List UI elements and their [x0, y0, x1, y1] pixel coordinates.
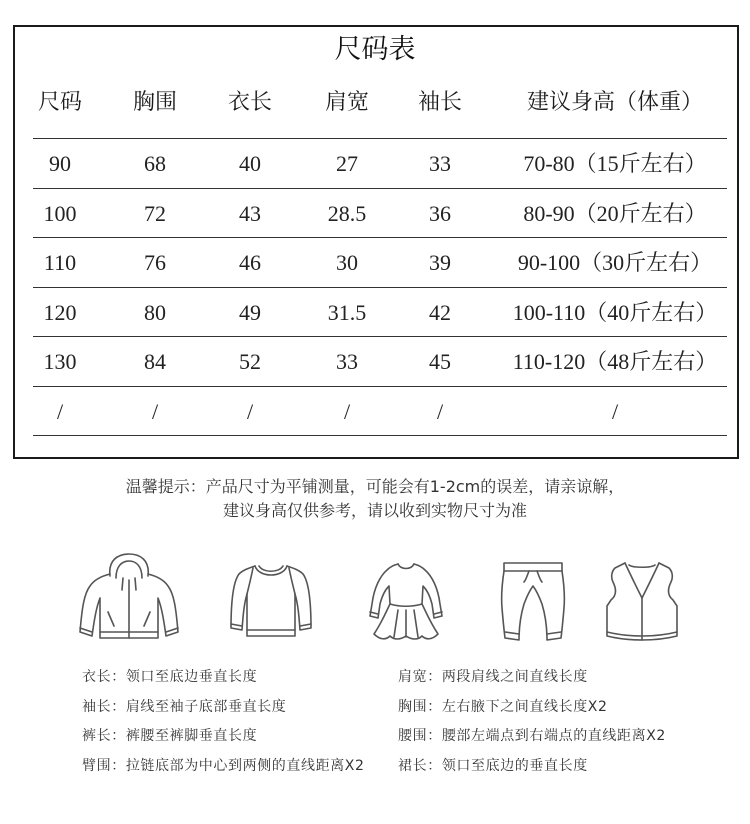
- hoodie-jacket-icon: [76, 552, 182, 644]
- cell-size: 130: [43, 349, 77, 374]
- cell-shoulder: /: [343, 398, 351, 424]
- cell-chest: /: [151, 398, 159, 424]
- definition-desc: 裤腰至裤脚垂直长度: [125, 728, 258, 745]
- header-sleeve: 袖长: [417, 90, 462, 115]
- cell-size: 100: [43, 200, 77, 226]
- definition-desc: 拉链底部为中心到两侧的直线距离X2: [125, 758, 365, 775]
- cell-shoulder: 28.5: [327, 200, 367, 226]
- vest-icon: [603, 560, 681, 642]
- cell-chest: 68: [144, 151, 166, 176]
- definition-desc: 领口至底边垂直长度: [125, 669, 258, 685]
- table-row: [33, 288, 727, 338]
- definition-term: 裤长：: [82, 728, 126, 745]
- header-size: 尺码: [37, 90, 82, 115]
- table-row: [33, 337, 727, 387]
- cell-chest: 84: [144, 349, 166, 374]
- cell-length: 49: [239, 299, 261, 325]
- cell-sleeve: 36: [429, 200, 451, 226]
- definition-item: [82, 722, 365, 752]
- cell-shoulder: 27: [336, 151, 358, 176]
- cell-height-weight: 110-120（48斤左右）: [512, 349, 718, 374]
- table-row: [33, 189, 727, 239]
- table-row: [33, 238, 727, 288]
- definition-term: 肩宽：: [398, 669, 442, 685]
- definition-term: 袖长：: [82, 698, 126, 715]
- cell-size: 110: [43, 250, 77, 275]
- notice-line-2: 建议身高仅供参考，请以收到实物尺寸为准: [222, 501, 527, 520]
- cell-sleeve: /: [436, 398, 444, 424]
- cell-length: /: [246, 398, 254, 424]
- cell-chest: 76: [144, 250, 166, 275]
- notice-line-1: 温馨提示：产品尺寸为平铺测量，可能会有1-2cm的误差，请亲谅解，: [125, 477, 625, 496]
- definition-item: [398, 752, 666, 782]
- cell-shoulder: 30: [336, 250, 358, 275]
- pants-icon: [499, 560, 567, 642]
- definition-term: 裙长：: [398, 758, 442, 775]
- header-height-weight: 建议身高（体重）: [526, 90, 703, 115]
- cell-chest: 72: [144, 200, 166, 226]
- cell-height-weight: 80-90（20斤左右）: [523, 200, 707, 226]
- table-row-empty: [33, 387, 727, 436]
- definition-term: 胸围：: [398, 698, 442, 715]
- cell-sleeve: 42: [429, 299, 451, 325]
- cell-sleeve: 39: [429, 250, 451, 275]
- cell-height-weight: /: [611, 398, 619, 424]
- definition-term: 腰围：: [398, 728, 442, 745]
- definition-item: [398, 722, 666, 752]
- cell-length: 43: [239, 200, 261, 226]
- definition-desc: 肩线至袖子底部垂直长度: [125, 698, 287, 715]
- cell-sleeve: 33: [429, 151, 451, 176]
- definition-item: [398, 693, 666, 723]
- header-shoulder: 肩宽: [324, 90, 369, 115]
- definition-item: [82, 752, 365, 782]
- dress-icon: [364, 560, 448, 642]
- definition-item: [82, 693, 365, 723]
- table-row: [33, 139, 727, 189]
- definition-desc: 左右腋下之间直线长度X2: [441, 698, 608, 715]
- chart-title: 尺码表: [334, 34, 416, 65]
- header-length: 衣长: [227, 90, 272, 115]
- cell-height-weight: 70-80（15斤左右）: [523, 151, 707, 176]
- definition-desc: 领口至底边的垂直长度: [441, 758, 588, 775]
- cell-length: 40: [239, 151, 261, 176]
- cell-shoulder: 33: [336, 349, 358, 374]
- cell-sleeve: 45: [429, 349, 451, 374]
- cell-shoulder: 31.5: [327, 299, 367, 325]
- cell-size: 120: [43, 299, 77, 325]
- table-header-row: [33, 78, 727, 139]
- definition-item: [398, 663, 666, 693]
- cell-height-weight: 100-110（40斤左右）: [512, 299, 718, 325]
- definition-desc: 两段肩线之间直线长度: [441, 669, 588, 685]
- definition-term: 衣长：: [82, 669, 126, 685]
- cell-length: 46: [239, 250, 261, 275]
- cell-size: /: [56, 398, 64, 424]
- header-chest: 胸围: [132, 90, 177, 115]
- cell-height-weight: 90-100（30斤左右）: [517, 250, 713, 275]
- cell-length: 52: [239, 349, 261, 374]
- cell-chest: 80: [144, 299, 166, 325]
- definition-term: 臂围：: [82, 758, 126, 775]
- cell-size: 90: [49, 151, 71, 176]
- definition-item: [82, 663, 365, 693]
- definitions-right: [398, 663, 666, 782]
- sweatshirt-icon: [229, 562, 313, 642]
- definition-desc: 腰部左端点到右端点的直线距离X2: [441, 728, 666, 745]
- definitions-left: [82, 663, 365, 782]
